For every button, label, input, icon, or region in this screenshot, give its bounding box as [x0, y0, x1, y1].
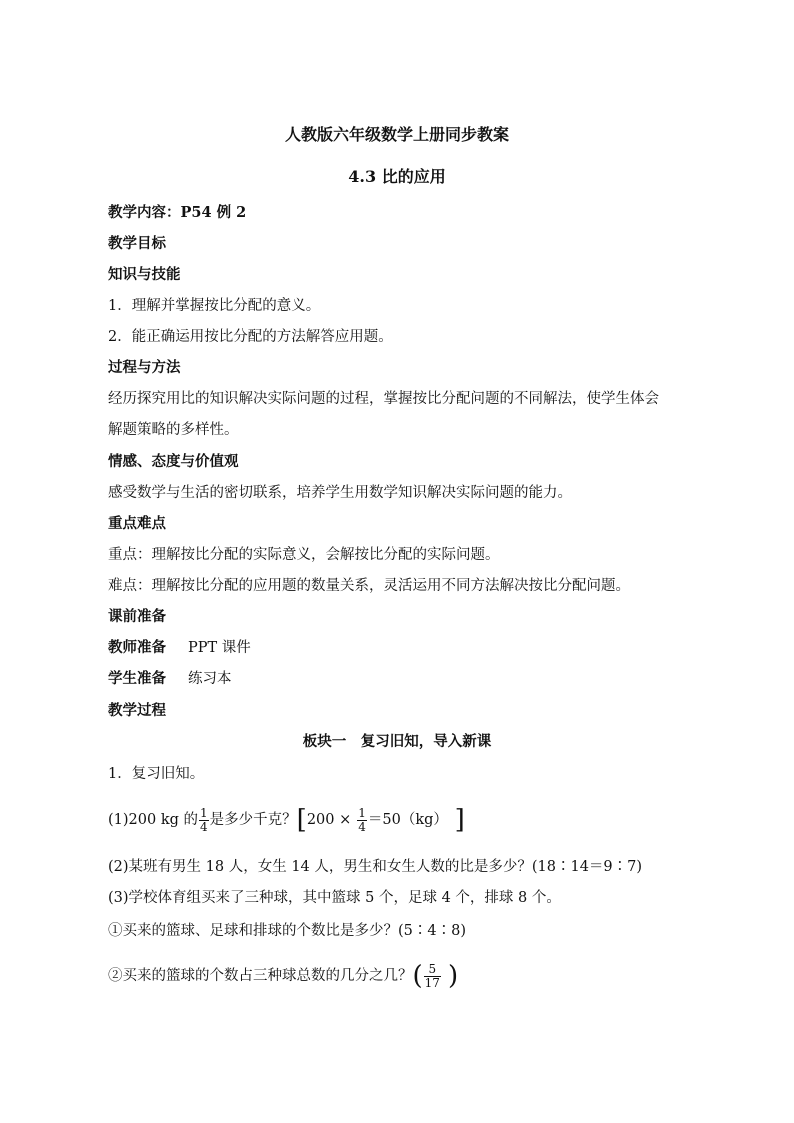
knowledge-item-1: 1．理解并掌握按比分配的意义。: [108, 298, 321, 314]
block-title: 板块一 复习旧知，导入新课: [302, 733, 492, 750]
doc-subtitle: 4.3 比的应用: [348, 167, 446, 186]
student-prep-row: [108, 672, 232, 687]
process-heading: 过程与方法: [108, 359, 181, 376]
q3b-text: ②买来的篮球的个数占三种球总数的几分之几？: [108, 968, 413, 984]
fraction-one-quarter: $\frac{1}{4}$: [200, 805, 208, 834]
student-prep-label: 学生准备: [108, 670, 166, 687]
goals-heading: 教学目标: [108, 235, 166, 252]
left-bracket: [: [296, 805, 307, 835]
question-3b: [108, 956, 458, 996]
right-bracket: ]: [454, 805, 465, 835]
student-prep-value: 练习本: [188, 671, 232, 687]
question-1: [108, 800, 465, 840]
left-paren: (: [412, 961, 423, 991]
content-line: 教学内容：P54 例 2: [108, 204, 247, 221]
q1-prefix: (1)200 kg 的: [108, 812, 199, 828]
knowledge-heading: 知识与技能: [108, 266, 181, 283]
teaching-process-heading: 教学过程: [108, 702, 166, 719]
prep-heading: 课前准备: [108, 608, 166, 625]
right-paren: ): [447, 961, 459, 991]
key-point-line: 重点：理解按比分配的实际意义，会解按比分配的实际问题。: [108, 547, 500, 563]
emotion-heading: 情感、态度与价值观: [108, 453, 239, 470]
question-3a: ①买来的篮球、足球和排球的个数比是多少？(5∶4∶8): [108, 923, 466, 939]
knowledge-item-2: 2．能正确运用按比分配的方法解答应用题。: [108, 329, 393, 345]
key-heading: 重点难点: [108, 515, 166, 532]
fraction-five-seventeenths: $\frac{5}{17}$: [424, 961, 440, 990]
q1-answer-b: ＝50（kg）: [367, 812, 441, 828]
fraction-one-quarter-answer: $\frac{1}{4}$: [358, 805, 366, 834]
emotion-line: 感受数学与生活的密切联系，培养学生用数学知识解决实际问题的能力。: [108, 485, 572, 501]
question-2: (2)某班有男生 18 人，女生 14 人，男生和女生人数的比是多少？(18∶14＝9∶7): [108, 859, 643, 875]
teacher-prep-value: PPT 课件: [188, 640, 251, 656]
q1-suffix: 是多少千克？: [209, 812, 297, 828]
teacher-prep-label: 教师准备: [108, 639, 166, 656]
question-3: (3)学校体育组买来了三种球，其中篮球 5 个，足球 4 个，排球 8 个。: [108, 890, 561, 906]
process-line-2: 解题策略的多样性。: [108, 422, 239, 438]
review-line: 1．复习旧知。: [108, 766, 205, 782]
doc-title: 人教版六年级数学上册同步教案: [284, 125, 509, 144]
q1-answer-a: 200 ×: [306, 812, 352, 828]
difficulty-line: 难点：理解按比分配的应用题的数量关系，灵活运用不同方法解决按比分配问题。: [108, 578, 630, 594]
teacher-prep-row: [108, 641, 251, 656]
process-line-1: 经历探究用比的知识解决实际问题的过程，掌握按比分配问题的不同解法，使学生体会: [108, 391, 659, 407]
